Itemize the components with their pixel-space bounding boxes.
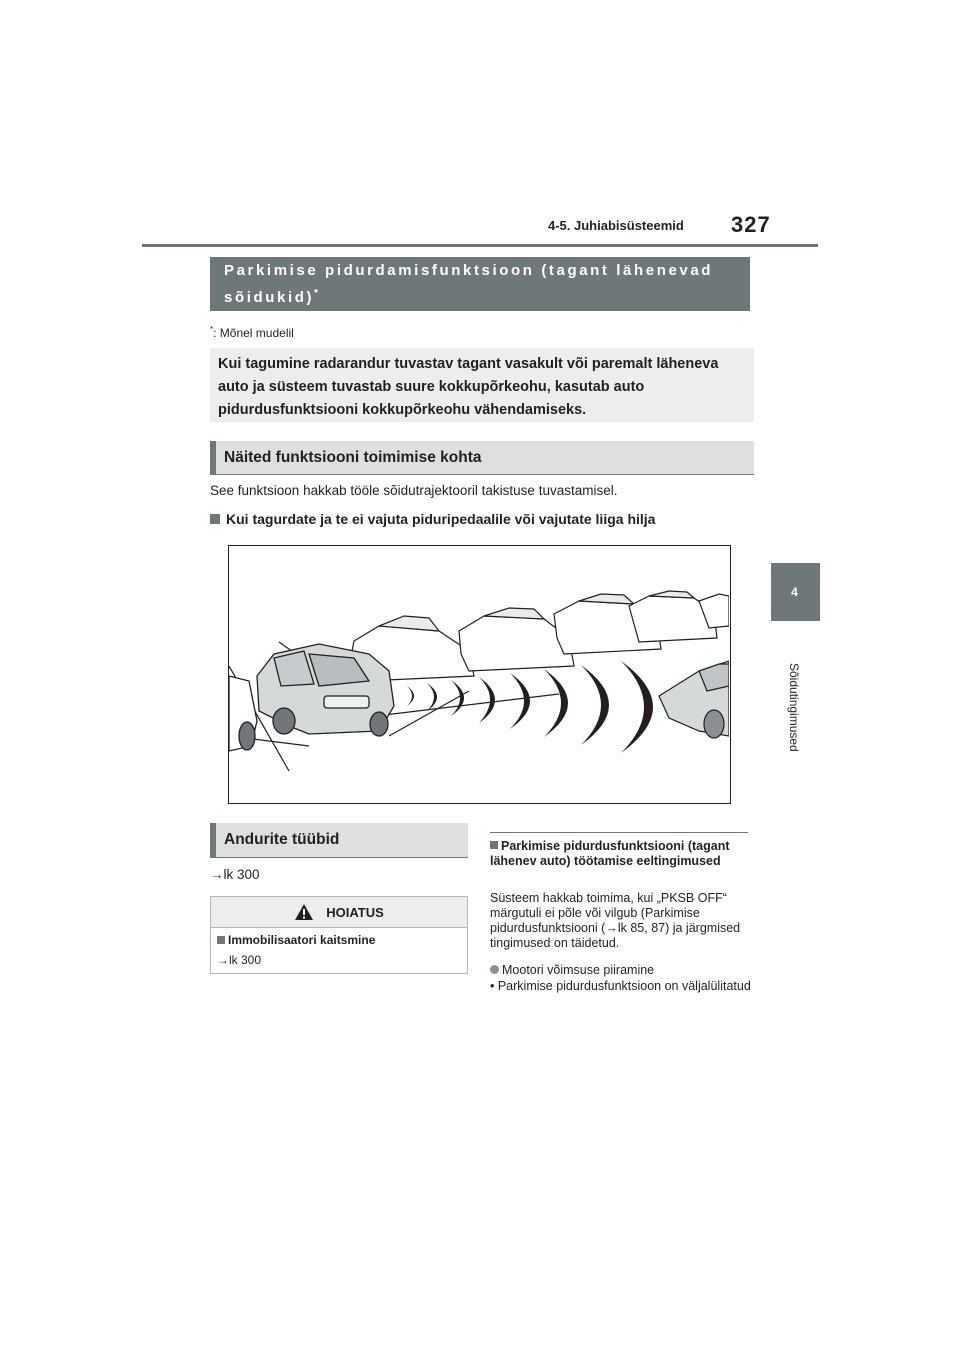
preconditions-dot-item	[490, 963, 654, 977]
running-header-section: 4-5. Juhiabisüsteemid	[548, 218, 684, 233]
banner-line-2-text: sõidukid)	[224, 289, 315, 306]
preconditions-bullet-item: • Parkimise pidurdusfunktsioon on väljalülitatud	[490, 979, 751, 993]
banner-line-2	[224, 282, 736, 309]
examples-bullet-heading	[210, 511, 655, 527]
examples-bullet-text: Kui tagurdate ja te ei vajuta piduripedaalile või vajutate liiga hilja	[226, 511, 656, 527]
sensor-types-ref-text: lk 300	[223, 867, 260, 882]
square-bullet-icon	[490, 841, 498, 849]
warning-box	[210, 896, 468, 974]
warning-title: HOIATUS	[326, 904, 384, 920]
banner-asterisk: *	[314, 288, 318, 299]
examples-body-text: See funktsioon hakkab tööle sõidutrajektooril takistuse tuvastamisel.	[210, 483, 618, 498]
sensor-types-page-ref	[210, 867, 260, 882]
preconditions-heading	[490, 839, 750, 869]
preconditions-body: Süsteem hakkab toimima, kui „PKSB OFF“ märgutuli ei põle või vilgub (Parkimise pidurdusfunktsiooni (→lk 85, 87) ja järgmised tingimused on täidetud.	[490, 891, 741, 950]
ref-arrow-icon: →	[210, 867, 224, 882]
chapter-tab: 4	[771, 563, 818, 621]
preconditions-dot-item-text: Mootori võimsuse piiramine	[502, 963, 655, 977]
chapter-tab-edge	[818, 563, 820, 621]
section-title-banner	[210, 257, 750, 311]
parked-cars-row	[349, 591, 729, 681]
reversing-car-illustration	[229, 546, 729, 802]
warning-page-ref	[217, 953, 261, 967]
footnote-mark: *	[210, 325, 214, 334]
subheading-examples: Näited funktsiooni toimimise kohta	[210, 441, 754, 474]
warning-header	[211, 897, 467, 928]
round-bullet-icon	[490, 965, 499, 974]
square-bullet-icon	[217, 936, 225, 944]
own-car	[229, 644, 394, 751]
approaching-car	[659, 661, 729, 738]
footnote	[210, 325, 294, 340]
intro-box: Kui tagumine radarandur tuvastav tagant vasakult või paremalt läheneva auto ja süsteem tuvastab suure kokkupõrkeohu, kasutab auto pidurdusfunktsiooni kokkupõrkeohu vähendamiseks.	[210, 348, 754, 422]
warning-subheading	[217, 933, 375, 947]
warning-ref-text: lk 300	[229, 953, 262, 967]
chapter-tab-label: Sõidutingimused	[787, 663, 801, 752]
preconditions-heading-text: Parkimise pidurdusfunktsiooni (tagant lähenev auto) töötamise eeltingimused	[490, 839, 730, 868]
subheading-sensor-types: Andurite tüübid	[210, 823, 468, 857]
banner-line-1: Parkimise pidurdamisfunktsioon (tagant lähenevad	[224, 262, 714, 279]
right-column-rule	[490, 832, 748, 833]
page-number: 327	[731, 212, 771, 237]
subheading-examples-rule	[210, 474, 754, 475]
footnote-text: : Mõnel mudelil	[213, 326, 294, 340]
parking-illustration	[228, 545, 731, 804]
header-rule	[142, 244, 818, 247]
square-bullet-icon	[210, 514, 220, 524]
ref-arrow-icon: →	[217, 953, 229, 967]
warning-triangle-icon	[294, 903, 314, 921]
subheading-sensor-types-rule	[210, 857, 468, 858]
warning-subheading-text: Immobilisaatori kaitsmine	[228, 933, 376, 947]
